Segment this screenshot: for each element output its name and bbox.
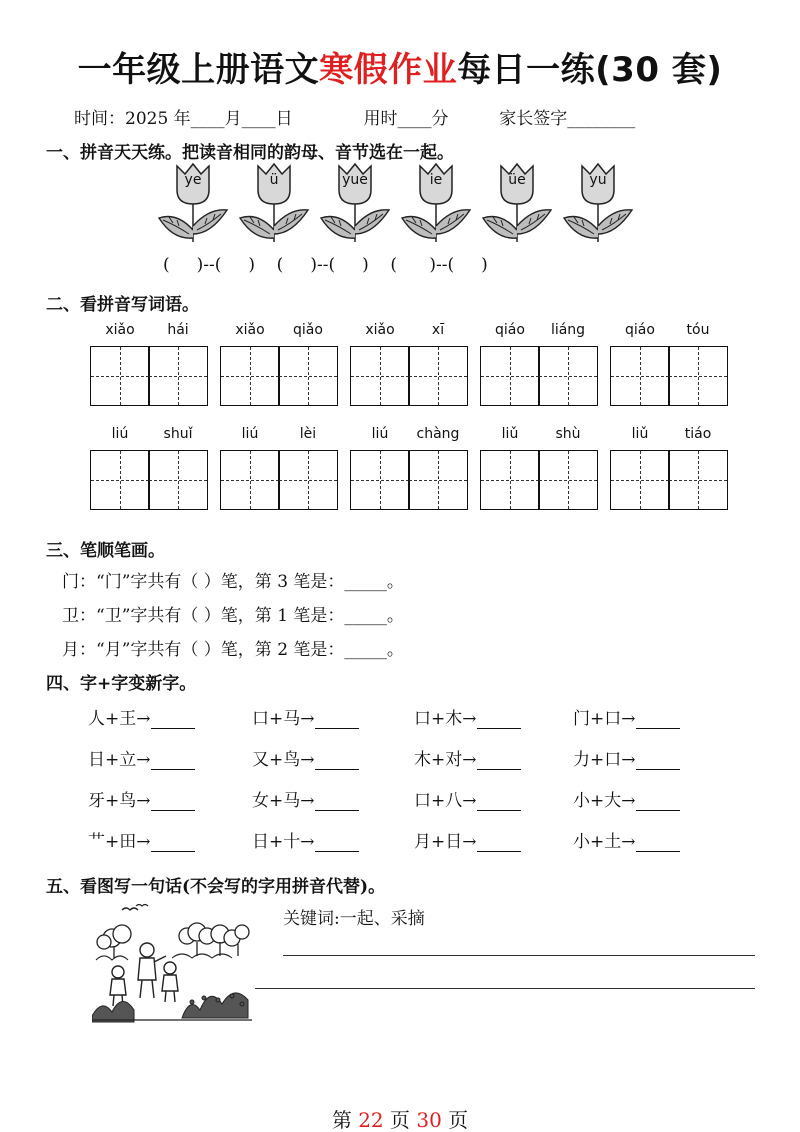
combo-answer-blank[interactable]: [477, 752, 521, 770]
writing-box[interactable]: [90, 450, 150, 510]
writing-box[interactable]: [610, 346, 670, 406]
page-title: [0, 42, 800, 91]
footer-mid: 页: [390, 1108, 410, 1132]
combo-answer-blank[interactable]: [636, 752, 680, 770]
combo-formula: 牙+鸟→: [88, 791, 151, 811]
combo-item: [88, 745, 195, 770]
pinyin-label: tiáo: [684, 426, 712, 442]
pinyin-label: hái: [167, 322, 189, 338]
combo-answer-blank[interactable]: [636, 711, 680, 729]
combo-formula: 小+大→: [573, 791, 636, 811]
writing-box[interactable]: [408, 450, 468, 510]
combo-formula: 口+马→: [252, 709, 315, 729]
pinyin-label: qiǎo: [293, 322, 323, 338]
combo-answer-blank[interactable]: [151, 711, 195, 729]
writing-box[interactable]: [668, 346, 728, 406]
pinyin-label: lèi: [299, 426, 317, 442]
title-highlight: 寒假作业: [319, 50, 458, 90]
writing-box[interactable]: [278, 450, 338, 510]
combo-answer-blank[interactable]: [151, 793, 195, 811]
tulip-card: [236, 160, 312, 246]
combo-answer-blank[interactable]: [315, 752, 359, 770]
writing-box[interactable]: [538, 450, 598, 510]
tulip-card: [398, 160, 474, 246]
tulip-card: [317, 160, 393, 246]
combo-answer-blank[interactable]: [477, 793, 521, 811]
combo-item: [414, 827, 521, 852]
tulip-pinyin: yue: [342, 172, 368, 188]
stroke-question-yue[interactable]: 月：“月”字共有（ ）笔，第 2 笔是：_____。: [62, 640, 404, 660]
combo-item: [414, 786, 521, 811]
combo-formula: 日+十→: [252, 832, 315, 852]
combo-formula: 女+马→: [252, 791, 315, 811]
current-page-number: 22: [358, 1108, 384, 1132]
section5-heading: 五、看图写一句话(不会写的字用拼音代替)。: [46, 877, 386, 897]
stroke-question-men[interactable]: 门：“门”字共有（ ）笔，第 3 笔是：_____。: [62, 572, 404, 592]
section2-heading: 二、看拼音写词语。: [46, 295, 199, 315]
writing-box[interactable]: [350, 450, 410, 510]
writing-box[interactable]: [668, 450, 728, 510]
combo-item: [573, 827, 680, 852]
tulip-card: [479, 160, 555, 246]
combo-formula: 口+八→: [414, 791, 477, 811]
section3-heading: 三、笔顺笔画。: [46, 541, 165, 561]
combo-item: [88, 704, 195, 729]
total-page-number: 30: [416, 1108, 442, 1132]
pinyin-label: xiǎo: [105, 322, 135, 338]
pinyin-label: xī: [431, 322, 445, 338]
pinyin-label: qiáo: [625, 322, 655, 338]
combo-item: [414, 704, 521, 729]
combo-item: [573, 786, 680, 811]
pinyin-label: shù: [555, 426, 581, 442]
combo-formula: 木+对→: [414, 750, 477, 770]
keywords: 关键词:一起、采摘: [283, 909, 425, 929]
signature-field[interactable]: 家长签字________: [499, 109, 636, 129]
combo-answer-blank[interactable]: [315, 793, 359, 811]
pinyin-row-1: [90, 322, 740, 417]
writing-box[interactable]: [480, 450, 540, 510]
duration-field[interactable]: 用时____分: [363, 109, 449, 129]
writing-box[interactable]: [220, 450, 280, 510]
tulip-card: [560, 160, 636, 246]
tulip-row: [155, 160, 635, 246]
scene-illustration: [92, 898, 252, 1026]
pinyin-label: liú: [371, 426, 389, 442]
combo-item: [252, 745, 359, 770]
combo-answer-blank[interactable]: [315, 711, 359, 729]
info-line: [74, 104, 635, 129]
pinyin-label: shuǐ: [163, 426, 193, 442]
writing-box[interactable]: [148, 346, 208, 406]
combo-formula: 艹+田→: [88, 832, 151, 852]
date-field[interactable]: 时间：2025 年____月____日: [74, 109, 293, 129]
pinyin-label: liú: [111, 426, 129, 442]
tulip-pinyin: üe: [508, 172, 526, 188]
section4-heading: 四、字+字变新字。: [46, 674, 197, 694]
combo-formula: 力+口→: [573, 750, 636, 770]
combo-formula: 小+土→: [573, 832, 636, 852]
tulip-pinyin: ü: [269, 172, 279, 188]
tulip-pinyin: yu: [589, 172, 607, 188]
combo-item: [573, 745, 680, 770]
footer-suffix: 页: [448, 1108, 469, 1132]
combo-item: [414, 745, 521, 770]
combo-formula: 门+口→: [573, 709, 636, 729]
tulip-pinyin: ye: [184, 172, 202, 188]
combo-answer-blank[interactable]: [477, 711, 521, 729]
combo-formula: 口+木→: [414, 709, 477, 729]
pinyin-row-2: [90, 426, 740, 521]
combo-formula: 日+立→: [88, 750, 151, 770]
combo-answer-blank[interactable]: [636, 793, 680, 811]
writing-box[interactable]: [350, 346, 410, 406]
combo-item: [573, 704, 680, 729]
combo-answer-blank[interactable]: [636, 834, 680, 852]
writing-line-1[interactable]: [283, 955, 755, 956]
pinyin-label: qiáo: [495, 322, 525, 338]
pinyin-label: xiǎo: [235, 322, 265, 338]
combo-item: [252, 827, 359, 852]
writing-box[interactable]: [408, 346, 468, 406]
combo-answer-blank[interactable]: [151, 752, 195, 770]
combo-item: [252, 786, 359, 811]
pinyin-label: xiǎo: [365, 322, 395, 338]
combo-answer-blank[interactable]: [477, 834, 521, 852]
writing-box[interactable]: [148, 450, 208, 510]
combo-formula: 月+日→: [414, 832, 477, 852]
pinyin-label: liú: [241, 426, 259, 442]
writing-box[interactable]: [90, 346, 150, 406]
stroke-question-wei[interactable]: 卫：“卫”字共有（ ）笔，第 1 笔是：_____。: [62, 606, 404, 626]
pinyin-label: liáng: [550, 322, 586, 338]
combo-answer-blank[interactable]: [151, 834, 195, 852]
pair-answer-blanks[interactable]: ( )--( ) ( )--( ) ( )--( ): [163, 255, 488, 275]
writing-box[interactable]: [220, 346, 280, 406]
writing-box[interactable]: [278, 346, 338, 406]
title-part3: 每日一练(30 套): [457, 50, 723, 90]
pinyin-label: chàng: [416, 426, 460, 442]
writing-box[interactable]: [538, 346, 598, 406]
combo-formula: 人+王→: [88, 709, 151, 729]
combo-item: [252, 704, 359, 729]
section1-heading: 一、拼音天天练。把读音相同的韵母、音节选在一起。: [46, 143, 454, 163]
tulip-card: [155, 160, 231, 246]
footer-prefix: 第: [331, 1108, 352, 1132]
pinyin-label: tóu: [686, 322, 710, 338]
pinyin-label: liǔ: [631, 426, 649, 442]
combo-item: [88, 786, 195, 811]
combo-formula: 又+鸟→: [252, 750, 315, 770]
page-footer: [0, 1104, 800, 1132]
writing-box[interactable]: [610, 450, 670, 510]
title-part1: 一年级上册语文: [77, 50, 320, 90]
combo-item: [88, 827, 195, 852]
writing-line-2[interactable]: [255, 988, 755, 989]
combo-answer-blank[interactable]: [315, 834, 359, 852]
writing-box[interactable]: [480, 346, 540, 406]
pinyin-label: liǔ: [501, 426, 519, 442]
tulip-pinyin: ie: [429, 172, 443, 188]
